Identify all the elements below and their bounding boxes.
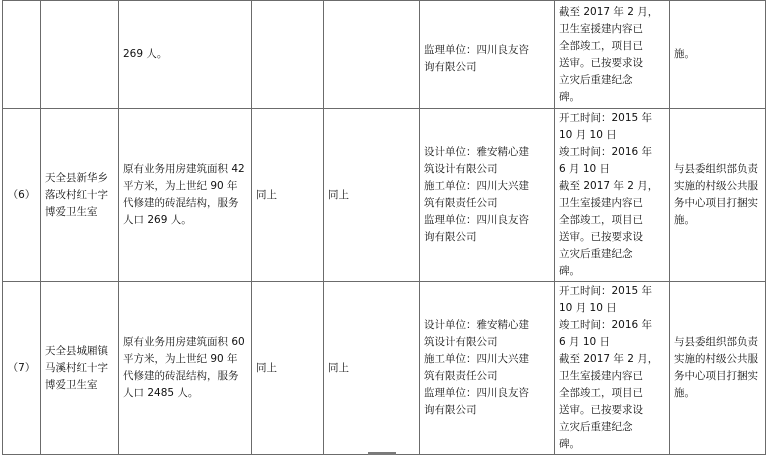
- scroll-indicator[interactable]: [368, 452, 396, 455]
- schedule-status: 开工时间：2015 年 10 月 10 日 竣工时间：2016 年 6 月 10 日 截至 2017 年 2 月， 卫生室援建内容已 全部竣工，项目已 送审。已按要求设 立灾后重建纪念 碑。: [555, 282, 670, 455]
- column-5-cell: 同上: [324, 282, 420, 455]
- project-name: 天全县新华乡落改村红十字博爱卫生室: [41, 109, 119, 282]
- table-row: [3, 109, 766, 282]
- project-description: 原有业务用房建筑面积 42 平方米，为上世纪 90 年代修建的砖混结构，服务人口 269 人。: [119, 109, 252, 282]
- row-index: [3, 1, 41, 109]
- table-row: [3, 282, 766, 455]
- responsible-units: 监理单位：四川良友咨 询有限公司: [420, 1, 555, 109]
- responsible-units: 设计单位：雅安精心建 筑设计有限公司 施工单位：四川大兴建 筑有限责任公司 监理单位：四川良友咨 询有限公司: [420, 109, 555, 282]
- project-name: [41, 1, 119, 109]
- column-4-cell: 同上: [252, 109, 324, 282]
- remarks: 与县委组织部负责实施的村级公共服务中心项目打捆实施。: [670, 282, 766, 455]
- row-index: （7）: [3, 282, 41, 455]
- table-row: [3, 1, 766, 109]
- schedule-status: 开工时间：2015 年 10 月 10 日 竣工时间：2016 年 6 月 10 日 截至 2017 年 2 月， 卫生室援建内容已 全部竣工，项目已 送审。已按要求设 立灾后重建纪念 碑。: [555, 109, 670, 282]
- column-5-cell: [324, 1, 420, 109]
- project-description: 原有业务用房建筑面积 60 平方米，为上世纪 90 年代修建的砖混结构，服务人口 2485 人。: [119, 282, 252, 455]
- column-4-cell: 同上: [252, 282, 324, 455]
- remarks: 施。: [670, 1, 766, 109]
- project-name: 天全县城厢镇马溪村红十字博爱卫生室: [41, 282, 119, 455]
- responsible-units: 设计单位：雅安精心建 筑设计有限公司 施工单位：四川大兴建 筑有限责任公司 监理单位：四川良友咨 询有限公司: [420, 282, 555, 455]
- project-description: 269 人。: [119, 1, 252, 109]
- project-table: [2, 0, 766, 455]
- schedule-status: 截至 2017 年 2 月， 卫生室援建内容已 全部竣工，项目已 送审。已按要求设 立灾后重建纪念 碑。: [555, 1, 670, 109]
- row-index: （6）: [3, 109, 41, 282]
- column-5-cell: 同上: [324, 109, 420, 282]
- remarks: 与县委组织部负责实施的村级公共服务中心项目打捆实施。: [670, 109, 766, 282]
- column-4-cell: [252, 1, 324, 109]
